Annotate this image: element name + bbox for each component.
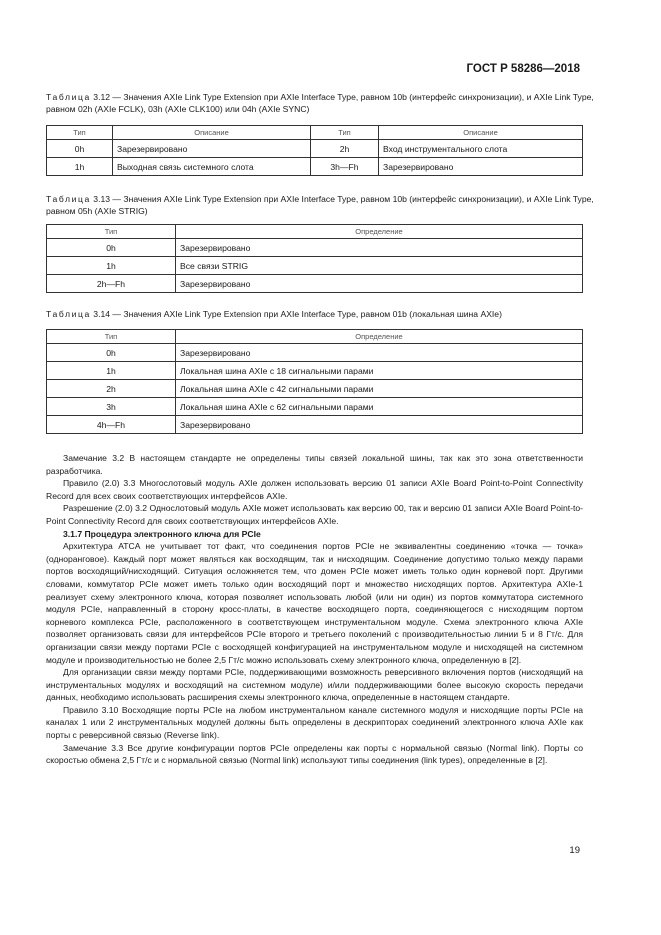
type-cell: 2h <box>311 140 379 158</box>
header-cell: Тип <box>47 126 113 140</box>
type-cell: 1h <box>47 158 113 176</box>
description-cell: Выходная связь системного слота <box>113 158 311 176</box>
table-3-14 <box>46 329 583 434</box>
table-row <box>47 158 583 176</box>
type-cell: 0h <box>47 344 176 362</box>
section-heading: 3.1.7 Процедура электронного ключа для PCIe <box>63 528 261 539</box>
type-cell: 3h—Fh <box>311 158 379 176</box>
table-header-row <box>47 126 583 140</box>
definition-cell: Зарезервировано <box>176 416 583 434</box>
table-3-13-caption <box>46 193 616 217</box>
table-row <box>47 239 583 257</box>
type-cell: 3h <box>47 398 176 416</box>
page-number: 19 <box>569 845 580 856</box>
header-cell: Определение <box>176 330 583 344</box>
caption-text: 3.12 — Значения AXIe Link Type Extension при AXIe Interface Type, равном 10b (интерфейс синхронизации), и AXIe Link Type, равном 02h (AXIe FCLK), 03h (AXIe CLK100) или 04h (AXIe SYNC) <box>46 92 594 114</box>
caption-label: Таблица <box>46 194 91 204</box>
table-3-12 <box>46 125 583 176</box>
table-header-row <box>47 225 583 239</box>
type-cell: 4h—Fh <box>47 416 176 434</box>
type-cell: 1h <box>47 362 176 380</box>
header-cell: Определение <box>176 225 583 239</box>
table-3-13 <box>46 224 583 293</box>
body-text <box>46 452 583 767</box>
table-row <box>47 275 583 293</box>
description-cell: Вход инструментального слота <box>379 140 583 158</box>
permission-3-2: Разрешение (2.0) 3.2 Однослотовый модуль AXIe может использовать как версию 00, так и версию 01 записи AXIe Board Point-to-Point Connectivity Record для своих соответствующих интерфейсов AXIe. <box>46 503 583 526</box>
table-row <box>47 380 583 398</box>
header-cell: Тип <box>311 126 379 140</box>
caption-text: 3.13 — Значения AXIe Link Type Extension при AXIe Interface Type, равном 10b (интерфейс синхронизации), и AXIe Link Type, равном 05h (AXIe STRIG) <box>46 194 594 216</box>
paragraph-reverse: Для организации связи между портами PCIe, поддерживающими возможность реверсивного включения портов (нисходящий на инструментальных модулях и восходящий на системном модуле) и/или поддерживающими более высокую скорость передачи данных, необходимо использовать расширения схемы электронного ключа, определенные в настоящем стандарте. <box>46 667 583 703</box>
definition-cell: Локальная шина AXIe с 42 сигнальными парами <box>176 380 583 398</box>
table-row <box>47 140 583 158</box>
table-3-12-caption <box>46 91 616 115</box>
type-cell: 1h <box>47 257 176 275</box>
type-cell: 2h <box>47 380 176 398</box>
definition-cell: Локальная шина AXIe с 62 сигнальными парами <box>176 398 583 416</box>
header-cell: Тип <box>47 225 176 239</box>
paragraph-atca: Архитектура ATCA не учитывает тот факт, что соединения портов PCIe не эквивалентны соединению «точка — точка» (одноранговое). Каждый порт может являться как восходящим, так и нисходящим. Соединение допустимо только между парами портов восходящий/нисходящий. Ситуация осложняется тем, что домен PCIe может иметь только один корневой порт. Другими словами, коммутатор PCIe может иметь только один восходящий порт и множество нисходящих портов. Архитектура AXIe-1 реализует схему электронного ключа, которая позволяет использовать любой (или ни один) из портов коммутатора системного модуля PCIe, направленный в сторону кросс-платы, в качестве восходящего порта, соединяющегося с нисходящим портом корневого комплекса PCIe, расположенного в соответствующем инструментальном модуле. Схема электронного ключа AXIe позволяет организовать связи для интерфейсов PCIe второго и третьего поколений с производительностью линии 5 и 8 Гт/с. Для организации связи между портами PCIe с восходящей конфигурацией на инструментальном модуле и нисходящей на системном модуле и производительностью не более 2,5 Гт/с можно использовать схему электронного ключа, определенную в [2]. <box>46 541 583 665</box>
header-cell: Описание <box>379 126 583 140</box>
table-row <box>47 398 583 416</box>
description-cell: Зарезервировано <box>113 140 311 158</box>
caption-label: Таблица <box>46 309 91 319</box>
rule-3-10: Правило 3.10 Восходящие порты PCIe на любом инструментальном канале системного модуля и нисходящие порты PCIe на каналах 1 или 2 инструментальных модулей должны быть определены в дескрипторах соединений электронного ключа AXIe как порты с реверсивной связью (Reverse link). <box>46 704 583 741</box>
table-row <box>47 362 583 380</box>
note-3-3: Замечание 3.3 Все другие конфигурации портов PCIe определены как порты с нормальной связью (Normal link). Порты со скоростью обмена 2,5 Гт/с и с нормальной связью (Normal link) используют типы соединения (link types), определенные в [2]. <box>46 742 583 766</box>
table-row <box>47 344 583 362</box>
table-row <box>47 257 583 275</box>
header-cell: Тип <box>47 330 176 344</box>
note-3-2: Замечание 3.2 В настоящем стандарте не определены типы связей локальной шины, так как это зона ответственности разработчика. <box>46 453 583 476</box>
table-row <box>47 416 583 434</box>
document-code: ГОСТ Р 58286—2018 <box>466 63 580 75</box>
definition-cell: Зарезервировано <box>176 344 583 362</box>
table-3-14-caption <box>46 308 616 320</box>
definition-cell: Зарезервировано <box>176 239 583 257</box>
type-cell: 2h—Fh <box>47 275 176 293</box>
definition-cell: Все связи STRIG <box>176 257 583 275</box>
rule-3-3: Правило (2.0) 3.3 Многослотовый модуль AXIe должен использовать версию 01 записи AXIe Board Point-to-Point Connectivity Record для всех своих соответствующих интерфейсов AXIe. <box>46 478 583 501</box>
description-cell: Зарезервировано <box>379 158 583 176</box>
type-cell: 0h <box>47 140 113 158</box>
caption-label: Таблица <box>46 92 91 102</box>
definition-cell: Локальная шина AXIe с 18 сигнальными парами <box>176 362 583 380</box>
type-cell: 0h <box>47 239 176 257</box>
caption-text: 3.14 — Значения AXIe Link Type Extension при AXIe Interface Type, равном 01b (локальная шина AXIe) <box>90 309 502 319</box>
table-header-row <box>47 330 583 344</box>
definition-cell: Зарезервировано <box>176 275 583 293</box>
header-cell: Описание <box>113 126 311 140</box>
